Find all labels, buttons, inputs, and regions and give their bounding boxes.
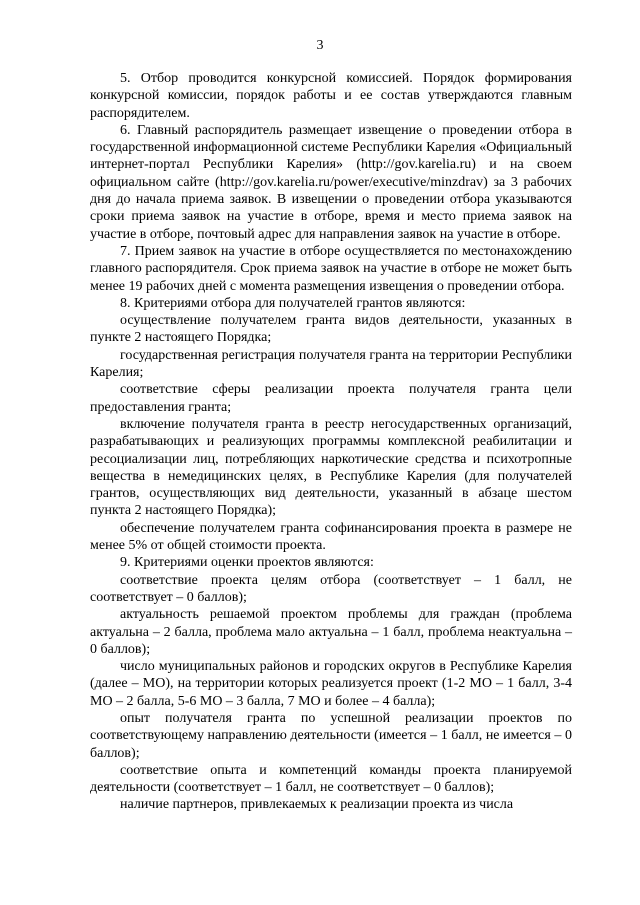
criterion-registration: государственная регистрация получателя гранта на территории Республики Карелия; (90, 347, 572, 381)
criterion-project-scope: соответствие сферы реализации проекта получателя гранта цели предоставления гранта; (90, 382, 572, 415)
document-body (90, 70, 572, 814)
evaluation-goal-compliance: соответствие проекта целям отбора (соответствует – 1 балл, не соответствует – 0 баллов); (90, 572, 572, 605)
evaluation-team-competence: соответствие опыта и компетенций команды проекта планируемой деятельности (соответствует – 1 балл, не соответствует – 0 баллов); (90, 762, 572, 796)
paragraph-5-competition-commission: 5. Отбор проводится конкурсной комиссией. Порядок формирования конкурсной комиссии, порядок работы и ее состав утверждаются главным распорядителем. (90, 71, 572, 121)
criterion-cofinancing: обеспечение получателем гранта софинансирования проекта в размере не менее 5% от общей стоимости проекта. (90, 520, 572, 554)
evaluation-problem-relevance: актуальность решаемой проектом проблемы для граждан (проблема актуальна – 2 балла, проблема мало актуальна – 1 балл, проблема неактуальна – 0 баллов); (90, 607, 572, 657)
paragraph-7-application-intake: 7. Прием заявок на участие в отборе осуществляется по местонахождению главного распорядителя. Срок приема заявок на участие в отборе не может быть менее 19 рабочих дней с момента размещения извещения о проведении отбора. (90, 243, 572, 294)
criterion-registry-inclusion: включение получателя гранта в реестр негосударственных организаций, разрабатывающих и реализующих программы комплексной реабилитации и ресоциализации лиц, потребляющих наркотические средства и психотропные вещества в немедицинских целях, в Республике Карелия (для получателей грантов, осуществляющих вид деятельности, указанный в абзаце шестом пункта 2 настоящего Порядка); (90, 416, 572, 519)
page-number: 3 (316, 38, 324, 53)
evaluation-grantee-experience: опыт получателя гранта по успешной реализации проектов по соответствующему направлению деятельности (имеется – 1 балл, не имеется – 0 баллов); (90, 710, 572, 761)
evaluation-partners: наличие партнеров, привлекаемых к реализации проекта из числа (120, 797, 514, 813)
evaluation-municipalities-count: число муниципальных районов и городских округов в Республике Карелия (далее – МО), на территории которых реализуется проект (1-2 МО – 1 балл, 3-4 МО – 2 балла, 5-6 МО – 3 балла, 7 МО и более – 4 балла); (90, 659, 572, 709)
paragraph-9-evaluation-criteria: 9. Критериями оценки проектов являются: (120, 555, 374, 571)
paragraph-6-selection-notice: 6. Главный распорядитель размещает извещение о проведении отбора в государственной информационной системе Республики Карелия «Официальный интернет-портал Республики Карелия» (http://gov.karelia.ru) и на своем официальном сайте (http://gov.karelia.ru/power/executive/minzdrav) за 3 рабочих дня до начала приема заявок. В извещении о проведении отбора указываются сроки приема заявок на участие в отборе, время и место приема заявок на участие в отборе, почтовый адрес для направления заявок на участие в отборе. (90, 122, 572, 242)
criterion-activity-types: осуществление получателем гранта видов деятельности, указанных в пункте 2 настоящего Порядка; (90, 313, 572, 346)
paragraph-8-selection-criteria: 8. Критериями отбора для получателей грантов являются: (120, 295, 466, 311)
